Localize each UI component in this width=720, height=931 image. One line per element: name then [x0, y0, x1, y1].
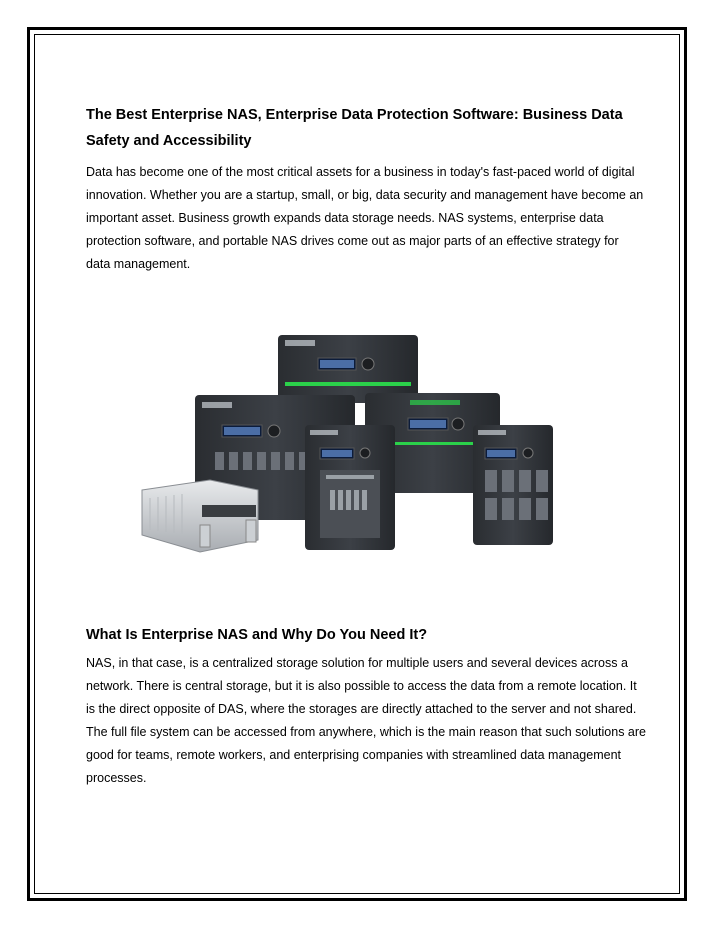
nas-unit-front-right: [473, 425, 553, 545]
nas-unit-top: [278, 335, 418, 403]
article-title: The Best Enterprise NAS, Enterprise Data Protection Software: Business Data Safety and Accessibility: [86, 107, 623, 149]
section-heading: What Is Enterprise NAS and Why Do You Need It?: [86, 627, 428, 643]
nas-devices-image: [140, 330, 560, 560]
intro-paragraph: Data has become one of the most critical assets for a business in today's fast-paced world of digital innovation. Whether you are a startup, small, or big, data security and management have become an important asset. Business growth expands data storage needs. NAS systems, enterprise data protection software, and portable NAS drives come out as major parts of an effective strategy for data management.: [86, 165, 644, 271]
nas-unit-front-center: [305, 425, 395, 550]
nas-unit-rack: [142, 480, 258, 552]
section-paragraph: NAS, in that case, is a centralized storage solution for multiple users and several devices across a network. There is central storage, but it is also possible to access the data from a remote location. It is the direct opposite of DAS, where the storages are directly attached to the server and not shared. The full file system can be accessed from anywhere, which is the main reason that such solutions are good for teams, remote workers, and enterprising companies with streamlined data management processes.: [86, 656, 646, 785]
